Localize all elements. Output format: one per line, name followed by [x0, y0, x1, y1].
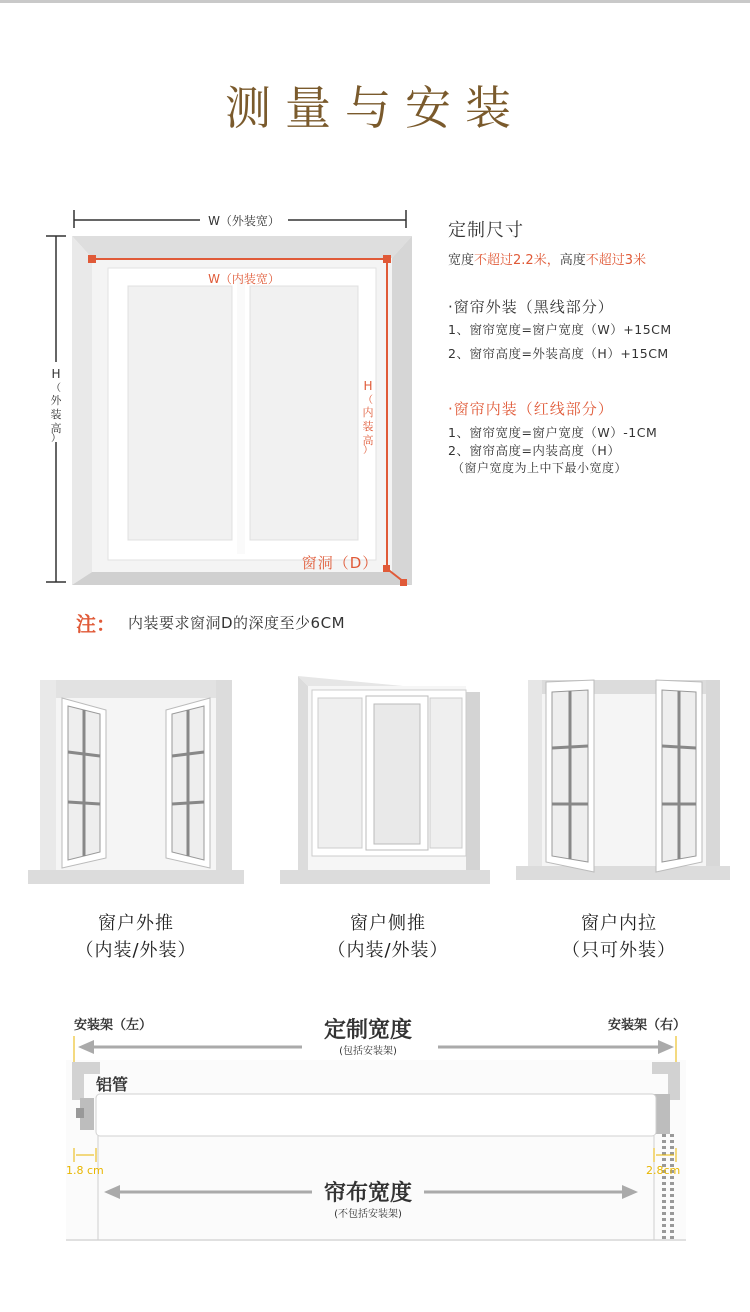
window-type-mount: （只可外装） [562, 940, 676, 961]
measurement-diagram [40, 200, 430, 600]
inside-mount-line: 1、窗帘宽度=窗户宽度（W）-1CM [448, 425, 658, 440]
height-limit: 不超过3米 [585, 253, 646, 268]
height-label: 高度 [559, 253, 586, 268]
outer-height-char: 装 [50, 408, 62, 421]
outer-height-char: ） [51, 433, 61, 444]
inner-height-char: 内 [362, 406, 374, 419]
outside-mount-line: 1、窗帘宽度=窗户宽度（W）+15CM [448, 322, 672, 337]
outer-height-char: 外 [50, 394, 62, 407]
window-type-caption [519, 910, 719, 964]
window-type-caption [288, 910, 488, 964]
inner-height-char: H [363, 379, 373, 393]
window-type-mount: （内装/外装） [327, 940, 449, 961]
width-label: 宽度 [448, 253, 475, 268]
bracket-right-label: 安装架（右） [607, 1018, 686, 1033]
outer-width-label: W（外装宽） [208, 214, 280, 228]
inner-height-char: （ [363, 395, 373, 406]
window-type-mount: （内装/外装） [75, 940, 197, 961]
outer-height-char: H [51, 367, 61, 381]
page-title: 测量与安装 [225, 81, 525, 135]
outer-height-char: 高 [50, 422, 62, 435]
window-outward-illustration [28, 676, 246, 892]
tube-label: 铝管 [96, 1075, 129, 1094]
outer-height-char: （ [51, 383, 61, 394]
gap-right-label: 2.8cm [646, 1164, 681, 1177]
size-limits [448, 249, 646, 268]
window-type-name: 窗户侧推 [350, 913, 426, 934]
window-type-name: 窗户内拉 [581, 913, 657, 934]
inside-mount-line: （窗户宽度为上中下最小宽度） [452, 461, 628, 475]
inner-height-char: ） [363, 445, 373, 456]
bracket-left-label: 安装架（左） [74, 1018, 153, 1033]
custom-width-label: 定制宽度 [323, 1018, 413, 1043]
inside-mount-heading: ·窗帘内装（红线部分） [448, 400, 614, 418]
custom-width-sub: (包括安装架) [339, 1046, 397, 1057]
note-label: 注： [76, 612, 116, 636]
top-divider [0, 0, 750, 3]
window-inward-illustration [516, 676, 734, 892]
window-type-name: 窗户外推 [98, 913, 174, 934]
note-text: 内装要求窗洞D的深度至少6CM [128, 614, 346, 632]
outside-mount-line: 2、窗帘高度=外装高度（H）+15CM [448, 346, 669, 361]
inner-width-label: W（内装宽） [208, 272, 280, 286]
custom-size-heading: 定制尺寸 [448, 220, 524, 241]
window-type-caption [36, 910, 236, 964]
roller-blind-diagram [60, 1005, 694, 1247]
outside-mount-heading: ·窗帘外装（黑线部分） [448, 298, 614, 316]
inner-height-char: 装 [362, 420, 374, 433]
inside-mount-line: 2、窗帘高度=内装高度（H） [448, 443, 621, 458]
gap-left-label: 1.8 cm [66, 1164, 104, 1177]
fabric-width-label: 帘布宽度 [323, 1181, 413, 1206]
window-sliding-illustration [278, 676, 496, 892]
width-limit: 不超过2.2米， [474, 253, 560, 268]
inner-height-char: 高 [362, 434, 374, 447]
recess-depth-label: 窗洞（D） [301, 554, 379, 572]
fabric-width-sub: (不包括安装架) [334, 1209, 402, 1220]
